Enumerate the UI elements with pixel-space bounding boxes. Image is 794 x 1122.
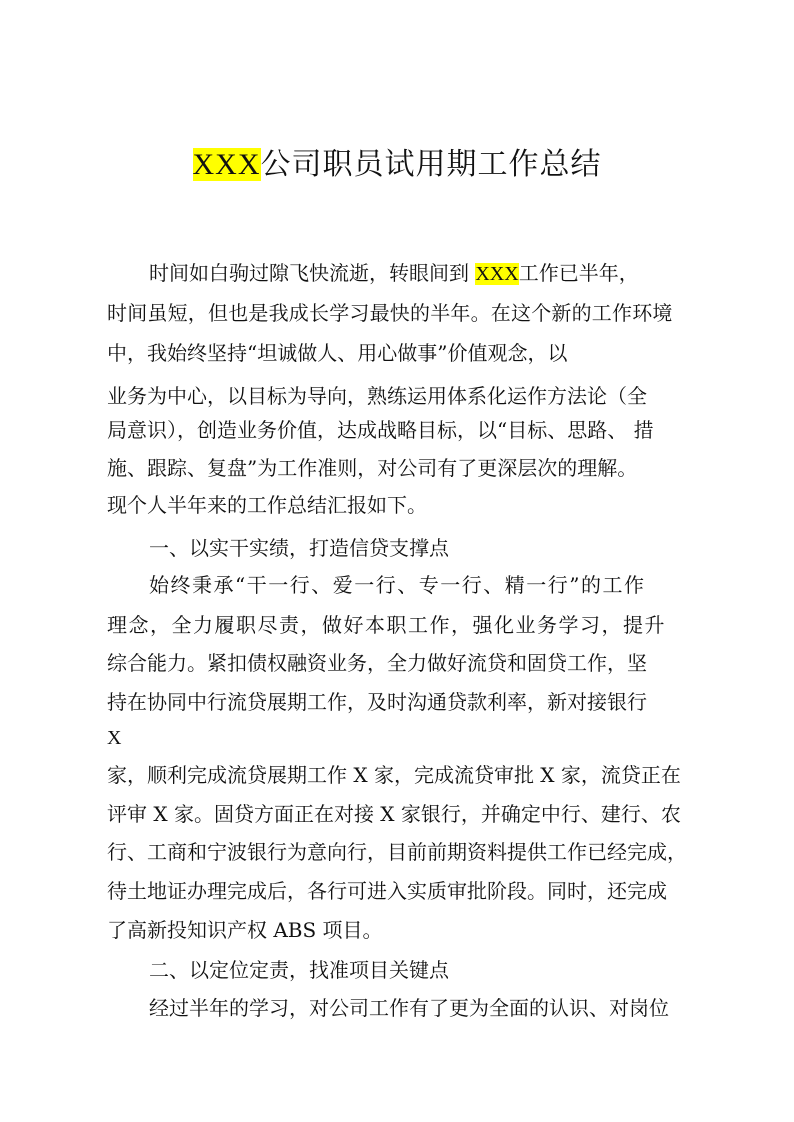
- section-heading-1: 一、以实干实绩，打造信贷支撑点: [149, 536, 449, 560]
- paragraph-2-line-2: 理念，全力履职尽责，做好本职工作，强化业务学习，提升: [107, 613, 666, 637]
- paragraph-2-line-4: 持在协同中行流贷展期工作，及时沟通贷款利率，新对接银行: [107, 690, 647, 714]
- paragraph-2-line-9: 待土地证办理完成后，各行可进入实质审批阶段。同时，还完成: [107, 879, 667, 903]
- paragraph-1-line-5: 局意识），创造业务价值，达成战略目标，以“目标、思路、 措: [107, 418, 654, 442]
- paragraph-1-line-4: 业务为中心，以目标为导向，熟练运用体系化运作方法论（全: [107, 384, 647, 408]
- paragraph-1-line-6: 施、跟踪、复盘”为工作准则，对公司有了更深层次的理解。: [107, 456, 638, 480]
- paragraph-3-line-1: 经过半年的学习，对公司工作有了更为全面的认识、对岗位: [149, 996, 669, 1020]
- paragraph-1-line-7: 现个人半年来的工作总结汇报如下。: [107, 493, 427, 517]
- inline-highlight: XXX: [475, 263, 519, 285]
- title-highlight: XXX: [192, 148, 261, 181]
- paragraph-2-line-3: 综合能力。紧扣债权融资业务，全力做好流贷和固贷工作，坚: [107, 651, 647, 675]
- paragraph-1-line-1: 时间如白驹过隙飞快流逝，转眼间到 XXX工作已半年，: [149, 261, 639, 285]
- paragraph-2-line-5: X: [107, 727, 122, 749]
- paragraph-2-line-8: 行、工商和宁波银行为意向行，目前前期资料提供工作已经完成，: [107, 840, 687, 864]
- paragraph-1-line-3: 中，我始终坚持“坦诚做人、用心做事”价值观念，以: [107, 341, 568, 365]
- document-title: [0, 143, 794, 187]
- section-heading-2: 二、以定位定责，找准项目关键点: [149, 958, 449, 982]
- paragraph-1-line-2: 时间虽短，但也是我成长学习最快的半年。在这个新的工作环境: [107, 301, 673, 325]
- paragraph-2-line-10: 了高新投知识产权 ABS 项目。: [107, 918, 383, 942]
- title-text: 公司职员试用期工作总结: [260, 147, 602, 182]
- paragraph-2-line-7: 评审 X 家。固贷方面正在对接 X 家银行，并确定中行、建行、农: [107, 802, 681, 826]
- paragraph-2-line-1: 始终秉承“干一行、爱一行、专一行、精一行”的工作: [149, 573, 646, 597]
- paragraph-2-line-6: 家，顺利完成流贷展期工作 X 家，完成流贷审批 X 家，流贷正在: [107, 763, 681, 787]
